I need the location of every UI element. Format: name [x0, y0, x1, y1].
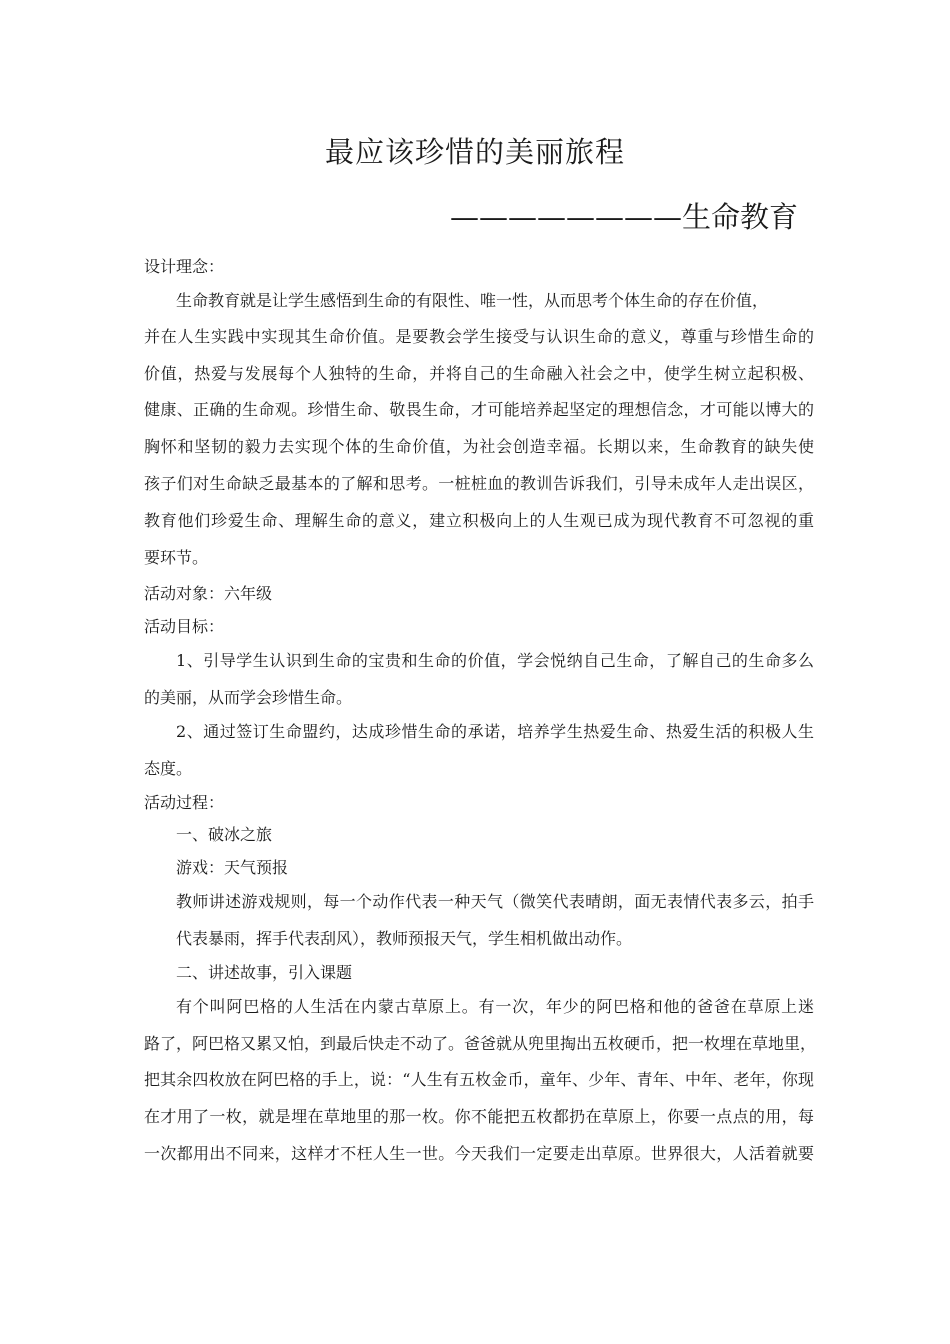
paragraph-line: 要环节。: [144, 548, 209, 567]
paragraph-line: 健康、正确的生命观。珍惜生命、敬畏生命，才可能培养起坚定的理想信念，才可能以博大的: [144, 400, 814, 419]
paragraph-line: 孩子们对生命缺乏最基本的了解和思考。一桩桩血的教训告诉我们，引导未成年人走出误区，: [144, 474, 814, 493]
subsection-heading: 二、讲述故事，引入课题: [176, 963, 353, 982]
paragraph-line: 代表暴雨，挥手代表刮风），教师预报天气，学生相机做出动作。: [176, 929, 633, 948]
paragraph-line: 一次都用出不同来，这样才不枉人生一世。今天我们一定要走出草原。世界很大，人活着就要: [144, 1144, 814, 1163]
goal-item-continued: 的美丽，从而学会珍惜生命。: [144, 688, 353, 707]
document-subtitle: ————————生命教育: [450, 200, 799, 234]
paragraph-line: 并在人生实践中实现其生命价值。是要教会学生接受与认识生命的意义，尊重与珍惜生命的: [144, 327, 814, 346]
paragraph-line: 教师讲述游戏规则，每一个动作代表一种天气（微笑代表晴朗，面无表情代表多云，拍手: [176, 892, 814, 911]
paragraph-line: 有个叫阿巴格的人生活在内蒙古草原上。有一次，年少的阿巴格和他的爸爸在草原上迷: [176, 997, 814, 1016]
paragraph-line: 把其余四枚放在阿巴格的手上，说：“人生有五枚金币，童年、少年、青年、中年、老年，你现: [144, 1070, 814, 1089]
paragraph-line: 胸怀和坚韧的毅力去实现个体的生命价值，为社会创造幸福。长期以来，生命教育的缺失使: [144, 437, 814, 456]
paragraph-line: 路了，阿巴格又累又怕，到最后快走不动了。爸爸就从兜里掏出五枚硬币，把一枚埋在草地里，: [144, 1034, 817, 1053]
section-heading-design-concept: 设计理念：: [144, 257, 225, 276]
paragraph-line: 价值，热爱与发展每个人独特的生命，并将自己的生命融入社会之中，使学生树立起积极、: [144, 364, 814, 383]
paragraph-line: 教育他们珍爱生命、理解生命的意义，建立积极向上的人生观已成为现代教育不可忽视的重: [144, 511, 814, 530]
section-heading-process: 活动过程：: [144, 793, 225, 812]
subsection-heading: 一、破冰之旅: [176, 825, 273, 844]
activity-target: 活动对象：六年级: [144, 584, 273, 603]
paragraph-line: 在才用了一枚，就是埋在草地里的那一枚。你不能把五枚都扔在草原上，你要一点点的用，每: [144, 1107, 814, 1126]
document-title: 最应该珍惜的美丽旅程: [324, 135, 625, 169]
goal-item-continued: 态度。: [144, 759, 193, 778]
goal-item: 2、通过签订生命盟约，达成珍惜生命的承诺，培养学生热爱生命、热爱生活的积极人生: [176, 722, 814, 741]
paragraph-line: 生命教育就是让学生感悟到生命的有限性、唯一性，从而思考个体生命的存在价值，: [176, 291, 769, 310]
section-heading-goals: 活动目标：: [144, 617, 225, 636]
game-title: 游戏：天气预报: [176, 858, 289, 877]
goal-item: 1、引导学生认识到生命的宝贵和生命的价值，学会悦纳自己生命，了解自己的生命多么: [176, 651, 814, 670]
